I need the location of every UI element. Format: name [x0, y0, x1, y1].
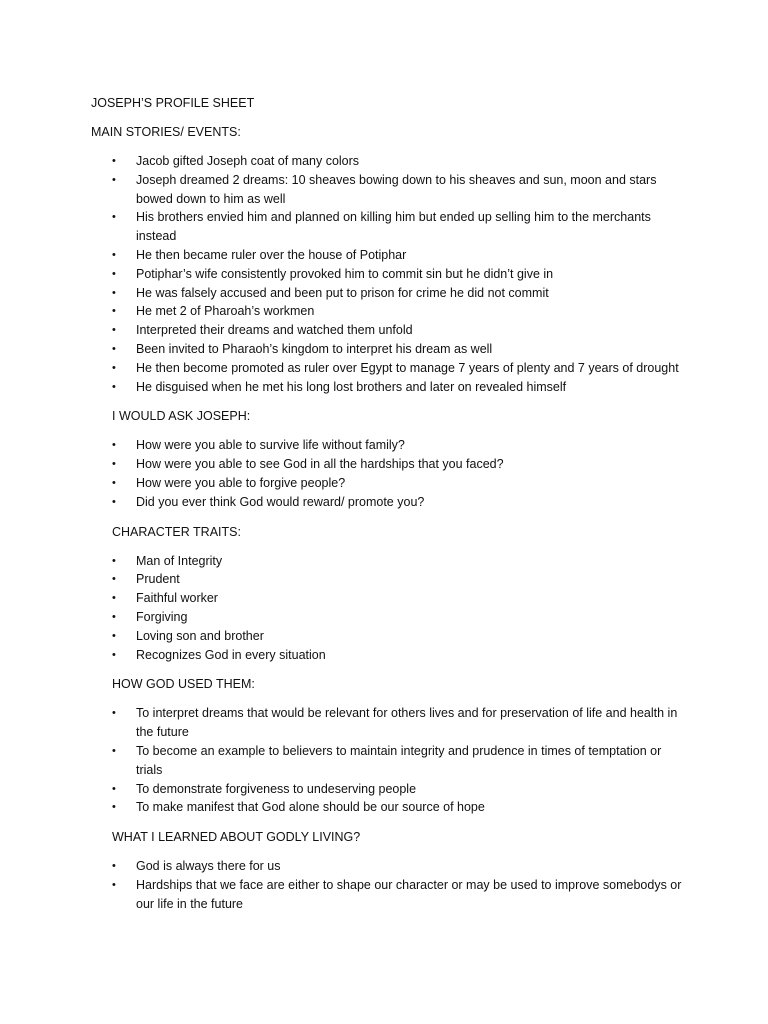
bullet-icon: • — [112, 155, 116, 167]
list-item-text: Did you ever think God would reward/ promote you? — [136, 494, 425, 509]
list-item-text: Been invited to Pharaoh’s kingdom to interpret his dream as well — [136, 341, 493, 356]
section-heading-character-traits: CHARACTER TRAITS: — [112, 524, 241, 539]
bullet-icon: • — [112, 476, 116, 489]
list-item-text: Hardships that we face are either to shape our character or may be used to improve somebodys or our life in the future — [136, 877, 682, 911]
list-item — [91, 284, 688, 303]
list-item-text: Loving son and brother — [136, 628, 264, 643]
list-item — [91, 378, 688, 397]
list-item — [91, 589, 688, 608]
list-item-text: Recognizes God in every situation — [136, 647, 326, 662]
list-item-text: To become an example to believers to maintain integrity and prudence in times of temptation or trials — [136, 743, 662, 777]
bullet-icon: • — [112, 707, 116, 720]
character-traits-list — [91, 552, 688, 665]
list-item — [91, 455, 688, 474]
list-item-text: To interpret dreams that would be relevant for others lives and for preservation of life and health in the future — [136, 706, 678, 740]
list-item-text: Prudent — [136, 572, 180, 587]
list-item-text: He then became ruler over the house of Potiphar — [136, 247, 407, 262]
bullet-icon: • — [112, 744, 116, 757]
list-item — [91, 552, 688, 571]
list-item-text: Potiphar’s wife consistently provoked him to commit sin but he didn’t give in — [136, 266, 554, 281]
godly-living-list — [91, 857, 688, 913]
bullet-icon: • — [112, 267, 116, 280]
bullet-icon: • — [112, 342, 116, 355]
list-item — [91, 627, 688, 646]
ask-joseph-list — [91, 436, 688, 511]
list-item-text: To demonstrate forgiveness to undeserving people — [136, 781, 417, 796]
bullet-icon: • — [112, 592, 116, 605]
list-item — [91, 704, 688, 742]
bullet-icon: • — [112, 573, 116, 586]
list-item-text: Interpreted their dreams and watched them unfold — [136, 323, 413, 338]
bullet-icon: • — [112, 554, 116, 567]
list-item-text: How were you able to see God in all the hardships that you faced? — [136, 457, 504, 472]
list-item-text: How were you able to forgive people? — [136, 475, 346, 490]
document-title: JOSEPH’S PROFILE SHEET — [91, 96, 255, 110]
bullet-icon: • — [112, 305, 116, 318]
list-item — [91, 302, 688, 321]
bullet-icon: • — [112, 458, 116, 471]
list-item — [91, 340, 688, 359]
bullet-icon: • — [112, 211, 116, 224]
list-item — [91, 152, 688, 171]
bullet-icon: • — [112, 495, 116, 508]
list-item-text: He was falsely accused and been put to prison for crime he did not commit — [136, 285, 549, 300]
bullet-icon: • — [112, 860, 116, 873]
bullet-icon: • — [112, 361, 116, 374]
list-item — [91, 359, 688, 378]
bullet-icon: • — [112, 324, 116, 337]
list-item — [91, 321, 688, 340]
list-item — [91, 742, 688, 780]
bullet-icon: • — [112, 286, 116, 299]
bullet-icon: • — [112, 173, 116, 186]
list-item-text: Man of Integrity — [136, 553, 223, 568]
bullet-icon: • — [112, 629, 116, 642]
bullet-icon: • — [112, 248, 116, 261]
section-heading-how-god-used: HOW GOD USED THEM: — [112, 677, 255, 692]
bullet-icon: • — [112, 648, 116, 661]
list-item — [91, 876, 688, 914]
list-item-text: He met 2 of Pharoah’s workmen — [136, 304, 315, 319]
list-item — [91, 474, 688, 493]
list-item-text: He then become promoted as ruler over Egypt to manage 7 years of plenty and 7 years of drought — [136, 360, 679, 375]
list-item — [91, 246, 688, 265]
list-item — [91, 570, 688, 589]
list-item-text: Joseph dreamed 2 dreams: 10 sheaves bowing down to his sheaves and sun, moon and stars bowed down to him as well — [136, 172, 657, 206]
section-heading-ask-joseph: I WOULD ASK JOSEPH: — [112, 409, 251, 424]
bullet-icon: • — [112, 380, 116, 393]
list-item — [91, 857, 688, 876]
how-god-used-list — [91, 704, 688, 817]
section-heading-godly-living: WHAT I LEARNED ABOUT GODLY LIVING? — [112, 830, 361, 845]
list-item — [91, 493, 688, 512]
bullet-icon: • — [112, 801, 116, 814]
list-item-text: Faithful worker — [136, 591, 218, 606]
main-stories-list — [91, 152, 688, 396]
list-item-text: God is always there for us — [136, 859, 281, 874]
list-item — [91, 608, 688, 627]
list-item-text: To make manifest that God alone should be our source of hope — [136, 800, 485, 815]
bullet-icon: • — [112, 439, 116, 452]
list-item — [91, 780, 688, 799]
bullet-icon: • — [112, 782, 116, 795]
section-heading-main-stories: MAIN STORIES/ EVENTS: — [91, 125, 241, 139]
list-item — [91, 436, 688, 455]
list-item-text: Jacob gifted Joseph coat of many colors — [136, 154, 360, 168]
list-item-text: Forgiving — [136, 609, 188, 624]
bullet-icon: • — [112, 878, 116, 891]
list-item-text: His brothers envied him and planned on killing him but ended up selling him to the merchants instead — [136, 210, 651, 244]
list-item-text: He disguised when he met his long lost brothers and later on revealed himself — [136, 379, 567, 394]
list-item — [91, 171, 688, 209]
list-item — [91, 798, 688, 817]
list-item — [91, 265, 688, 284]
list-item-text: How were you able to survive life without family? — [136, 438, 405, 453]
bullet-icon: • — [112, 610, 116, 623]
list-item — [91, 208, 688, 246]
list-item — [91, 646, 688, 665]
